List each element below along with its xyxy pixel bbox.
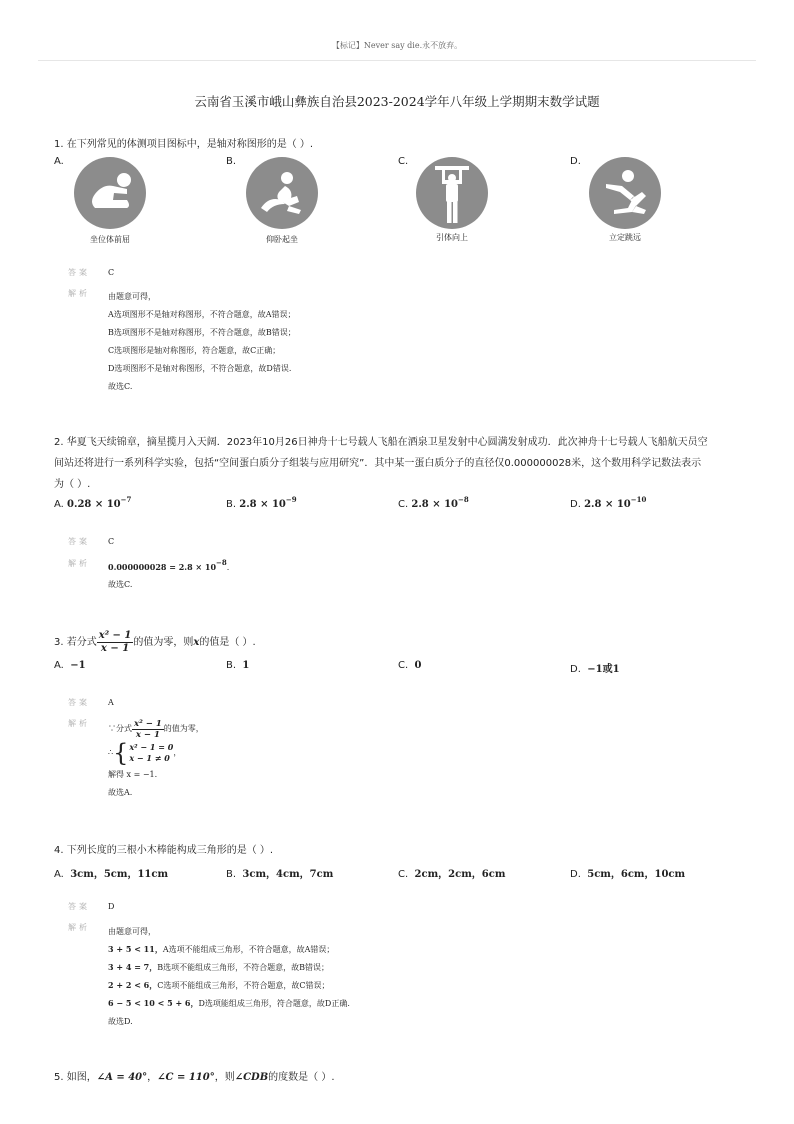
q1-solution-line: C选项图形是轴对称图形，符合题意，故C正确； [108, 346, 281, 355]
q5-stem-post: 的度数是（ ）. [268, 1072, 335, 1083]
q3-fraction [97, 630, 134, 655]
q2-option-c-exp: −8 [458, 495, 469, 504]
q2-option-b-exp: −9 [285, 495, 297, 504]
q3-stem-pre: 3. 若分式 [54, 637, 97, 648]
q5-separator: ， [147, 1072, 158, 1083]
q2-solution-expr: 0.000000028 = 2.8 × 10 [108, 562, 217, 572]
q3-solution-fraction [132, 719, 164, 740]
q3-option-c-value: 0 [414, 660, 422, 671]
answer-label: 答案 [68, 268, 90, 277]
q2-option-c [398, 495, 469, 510]
q2-option-d-exp: −10 [630, 495, 647, 504]
q4-solution-text: B选项不能组成三角形，不符合题意，故B错误； [157, 963, 330, 972]
sit-up-icon [245, 156, 319, 230]
q5-angle-c: ∠C = 110° [157, 1072, 215, 1083]
q1-solution-line: B选项图形不是轴对称图形，不符合题意，故B错误； [108, 328, 296, 337]
q2-solution-conclusion: 故选C. [108, 580, 133, 589]
q3-option-b-letter: B. [226, 660, 237, 671]
q1-solution-line: 故选C. [108, 382, 133, 391]
header-note: 【标记】Never say die.永不放弃。 [331, 41, 463, 50]
q3-fraction-denominator: x − 1 [100, 642, 130, 654]
q4-option-a-value: 3cm，5cm，11cm [70, 869, 169, 880]
q1-solution-line: 由题意可得， [108, 292, 156, 301]
pull-up-icon [415, 156, 489, 230]
q4-solution-text: 故选D. [108, 1017, 133, 1026]
q4-solution-text: A选项不能组成三角形，不符合题意，故A错误； [162, 945, 335, 954]
question-2-line-3: 为（ ）. [54, 479, 91, 490]
question-2-line-2: 间站还将进行一系列科学实验，包括“空间蛋白质分子组装与应用研究”．其中某一蛋白质分子的直径仅0.000000028米，这个数用科学记数法表示 [54, 458, 702, 469]
analysis-label: 解析 [68, 559, 90, 568]
question-2-line-1: 2. 华夏飞天续锦章，摘星揽月入天阔．2023年10月26日神舟十七号载人飞船在酒泉卫星发射中心圆满发射成功．此次神舟十七号载人飞船航天员空 [54, 437, 708, 448]
header-divider [38, 60, 756, 61]
q3-option-c [398, 660, 422, 671]
question-1 [54, 134, 744, 155]
q3-option-d [570, 660, 620, 675]
q3-option-c-letter: C. [398, 660, 409, 671]
answer-label: 答案 [68, 537, 90, 546]
q1-solution-line: A选项图形不是轴对称图形，不符合题意，故A错误； [108, 310, 296, 319]
q4-option-c [398, 865, 505, 880]
q2-option-a-letter: A. [54, 499, 64, 510]
q3-fraction-numerator: x² − 1 [98, 629, 132, 641]
q4-solution-math: 2 + 2 < 6， [108, 980, 158, 990]
q3-option-d-value: −1或1 [587, 664, 620, 675]
q5-angle-cdb: ∠CDB [234, 1072, 269, 1083]
q3-equation-system: { x² − 1 = 0 x − 1 ≠ 0 [113, 739, 174, 767]
q1-option-a-caption: 坐位体前屈 [90, 235, 130, 244]
paper-title: 云南省玉溪市峨山彝族自治县2023-2024学年八年级上学期期末数学试题 [194, 94, 600, 109]
q3-option-b-value: 1 [242, 660, 250, 671]
q3-variable: x [193, 637, 200, 648]
q3-solution-line1-pre: ∵分式 [108, 724, 132, 733]
q3-solution-fraction-denominator: x − 1 [135, 729, 160, 740]
q4-solution-math: 3 + 5 < 11， [108, 944, 163, 954]
q4-option-a [54, 865, 168, 880]
question-2 [54, 432, 744, 495]
q1-option-d-letter: D. [570, 156, 581, 167]
q4-solution-text: D选项能组成三角形，符合题意，故D正确. [198, 999, 350, 1008]
q2-option-d-letter: D. [570, 499, 581, 510]
question-5 [54, 1067, 744, 1088]
q2-answer [68, 536, 114, 547]
q4-option-c-value: 2cm，2cm，6cm [414, 869, 506, 880]
q1-option-b-caption: 仰卧起坐 [266, 235, 298, 244]
q4-option-b [226, 865, 333, 880]
q2-option-b-letter: B. [226, 499, 237, 510]
sit-and-reach-icon [73, 156, 147, 230]
q4-option-c-letter: C. [398, 869, 409, 880]
q1-option-d-caption: 立定跳远 [609, 233, 641, 242]
q3-answer [68, 697, 114, 708]
analysis-label: 解析 [68, 923, 90, 932]
q5-stem-pre: 5. 如图， [54, 1072, 97, 1083]
q2-option-a-exp: −7 [120, 495, 132, 504]
answer-label: 答案 [68, 902, 90, 911]
q5-angle-a: ∠A = 40° [96, 1072, 148, 1083]
q3-solution-line1-post: 的值为零， [163, 724, 204, 733]
q2-option-a-base: 0.28 × 10 [67, 499, 121, 510]
q2-solution-exp: −8 [216, 558, 227, 567]
question-1-stem: 1. 在下列常见的体测项目图标中，是轴对称图形的是（ ）. [54, 139, 314, 150]
q2-answer-value: C [108, 537, 115, 546]
q3-option-b [226, 660, 249, 671]
q5-stem-mid: ，则 [214, 1072, 235, 1083]
q2-solution-tail: . [226, 563, 230, 572]
q3-stem-end: 的值是（ ）. [199, 637, 256, 648]
q3-solution-line3: 解得 x = −1. [108, 770, 158, 779]
q4-solution-text: 由题意可得， [108, 927, 156, 936]
q3-solution-line4: 故选A. [108, 788, 133, 797]
q3-solution-fraction-numerator: x² − 1 [134, 718, 162, 729]
q3-stem-post: 的值为零，则 [133, 637, 194, 648]
q4-option-a-letter: A. [54, 869, 64, 880]
question-3 [54, 628, 744, 658]
q2-option-a [54, 495, 132, 510]
q4-option-d [570, 865, 685, 880]
q1-option-a-letter: A. [54, 156, 64, 167]
q1-option-c-caption: 引体向上 [436, 233, 468, 242]
q3-option-d-letter: D. [570, 664, 581, 675]
q4-option-b-value: 3cm，4cm，7cm [242, 869, 334, 880]
q3-solution-therefore: ∴ [108, 748, 114, 757]
q3-option-a-value: −1 [70, 660, 86, 671]
q3-option-a-letter: A. [54, 660, 64, 671]
q3-option-a [54, 660, 86, 671]
q2-option-b [226, 495, 297, 510]
q2-option-d-base: 2.8 × 10 [584, 499, 631, 510]
q2-option-c-letter: C. [398, 499, 409, 510]
answer-label: 答案 [68, 698, 90, 707]
question-4 [54, 840, 744, 861]
q3-system-eq-2: x − 1 ≠ 0 [129, 753, 170, 763]
q1-answer-value: C [108, 268, 115, 277]
q1-solution-line: D选项图形不是轴对称图形，不符合题意，故D错误. [108, 364, 292, 373]
q2-option-d [570, 495, 647, 510]
question-4-stem: 4. 下列长度的三根小木棒能构成三角形的是（ ）. [54, 845, 274, 856]
q1-option-c-letter: C. [398, 156, 409, 167]
q4-solution-math: 6 − 5 < 10 < 5 + 6， [108, 998, 199, 1008]
analysis-label: 解析 [68, 719, 90, 728]
q3-answer-value: A [108, 698, 114, 707]
q4-answer [68, 901, 114, 912]
q1-option-b-letter: B. [226, 156, 237, 167]
standing-long-jump-icon [588, 156, 662, 230]
q4-option-b-letter: B. [226, 869, 237, 880]
q4-option-d-letter: D. [570, 869, 581, 880]
q4-solution-text: C选项不能组成三角形，不符合题意，故C错误； [157, 981, 330, 990]
q4-answer-value: D [108, 902, 115, 911]
q2-option-b-base: 2.8 × 10 [239, 499, 286, 510]
q3-solution-sys-tail: ， [173, 748, 182, 757]
q4-option-d-value: 5cm，6cm，10cm [587, 869, 686, 880]
q1-answer [68, 267, 114, 278]
q2-option-c-base: 2.8 × 10 [411, 499, 459, 510]
analysis-label: 解析 [68, 289, 90, 298]
q4-solution-math: 3 + 4 = 7， [108, 962, 158, 972]
q3-system-eq-1: x² − 1 = 0 [129, 742, 174, 752]
